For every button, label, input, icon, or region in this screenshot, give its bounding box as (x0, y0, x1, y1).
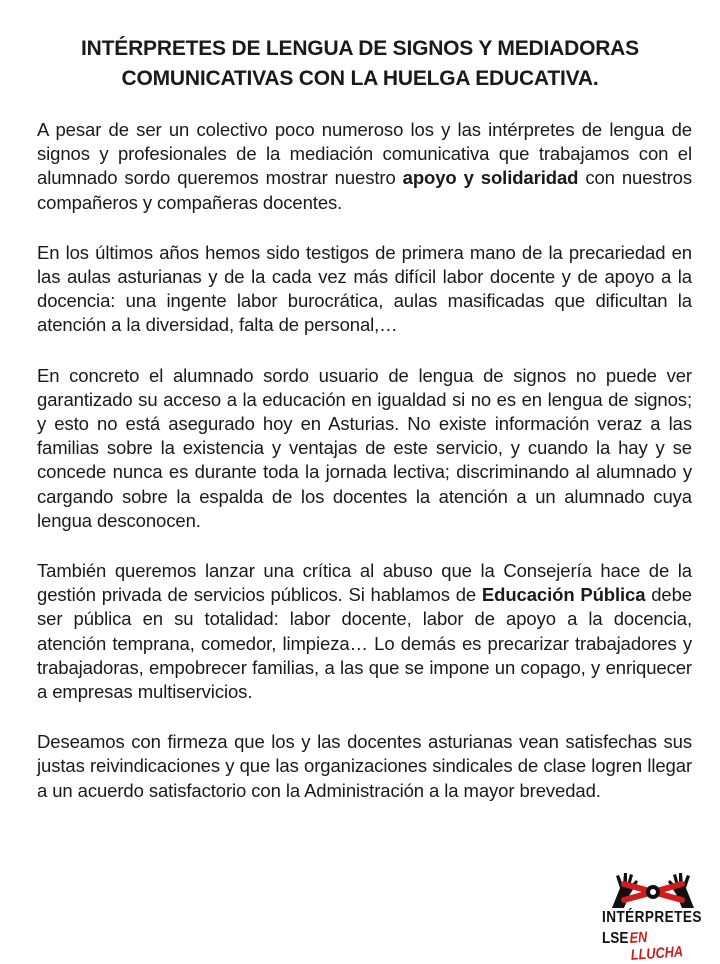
raised-hands-icon (594, 870, 714, 910)
document-body (37, 118, 692, 829)
title-line-1: INTÉRPRETES DE LENGUA DE SIGNOS Y MEDIADORAS (81, 37, 639, 60)
paragraph-4-text-a: También queremos lanzar una crítica al abuso que la Consejería hace de la gestión privada de servicios públicos. Si hablamos de (37, 560, 692, 606)
paragraph-4 (37, 559, 692, 704)
logo-word-lse: LSE (602, 930, 629, 947)
title-line-2: COMUNICATIVAS CON LA HUELGA EDUCATIVA. (121, 67, 599, 90)
interpretes-lse-logo (594, 870, 714, 964)
paragraph-2: En los últimos años hemos sido testigos de primera mano de la precariedad en las aulas asturianas y de la cada vez más difícil labor docente y de apoyo a la docencia: una ingente labor burocrática, aulas masificadas que dificultan la atención a la diversidad, falta de personal,… (37, 241, 692, 336)
clasp-center (650, 889, 656, 895)
paragraph-4-bold: Educación Pública (481, 584, 646, 606)
paragraph-4-text-b: debe ser pública en su totalidad: labor docente, labor de apoyo a la docencia, atención temprana, comedor, limpieza… Lo demás es precarizar trabajadores y trabajadoras, empobrecer familias, a las que se impone un copago, y enriquecer a empresas multiservicios. (37, 584, 692, 703)
paragraph-5: Deseamos con firmeza que los y las docentes asturianas vean satisfechas sus justas reivindicaciones y que las organizaciones sindicales de clase logren llegar a un acuerdo satisfactorio con la Administración a la mayor brevedad. (37, 731, 692, 801)
logo-word-interpretes: INTÉRPRETES (602, 909, 702, 926)
paragraph-1-text-a: A pesar de ser un colectivo poco numeroso los y las intérpretes de lengua de signos y profesionales de la mediación comunicativa que trabajamos con el alumnado sordo queremos mostrar nuestro (37, 119, 692, 189)
document-title (40, 34, 680, 94)
paragraph-1-bold: apoyo y solidaridad (402, 167, 579, 189)
logo-word-en-llucha: EN LLUCHA (629, 928, 684, 964)
paragraph-1-text-b: con nuestros compañeros y compañeras docentes. (37, 167, 693, 213)
paragraph-1 (37, 118, 692, 215)
paragraph-3: En concreto el alumnado sordo usuario de lengua de signos no puede ver garantizado su acceso a la educación en igualdad si no es en lengua de signos; y esto no está asegurado hoy en Asturias. No existe información veraz a las familias sobre la existencia y ventajas de este servicio, y cuando la hay y se concede nunca es durante toda la jornada lectiva; discriminando al alumnado y cargando sobre la espalda de los docentes la atención a un alumnado cuya lengua desconocen. (37, 364, 692, 531)
